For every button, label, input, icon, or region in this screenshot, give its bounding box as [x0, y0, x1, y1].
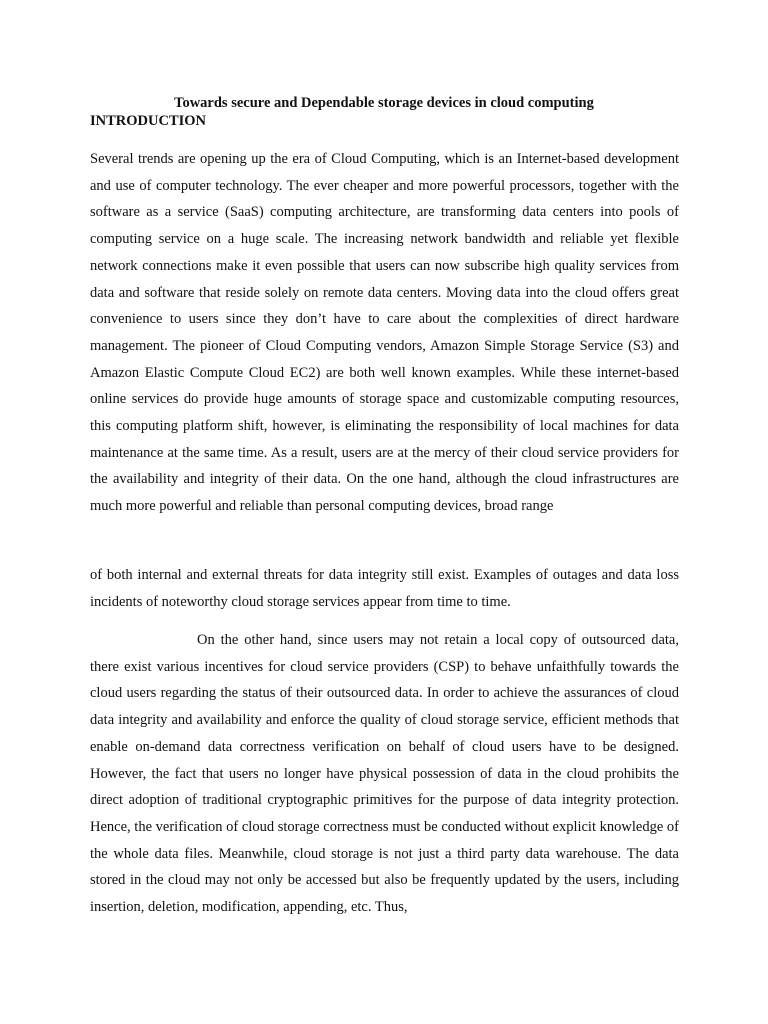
paragraph: of both internal and external threats for data integrity still exist. Examples of outages and data loss incidents of noteworthy cloud storage services appear from time to time. — [90, 567, 679, 610]
paragraph: Several trends are opening up the era of Cloud Computing, which is an Internet-based development and use of computer technology. The ever cheaper and more powerful processors, together with the software as a service (SaaS) computing architecture, are transforming data centers into pools of computing service on a huge scale. The increasing network bandwidth and reliable yet flexible network connections make it even possible that users can now subscribe high quality services from data and software that reside solely on remote data centers. Moving data into the cloud offers great convenience to users since they don’t have to care about the complexities of direct hardware management. The pioneer of Cloud Computing vendors, Amazon Simple Storage Service (S3) and Amazon Elastic Compute Cloud EC2) are both well known examples. While these internet-based online services do provide huge amounts of storage space and customizable computing resources, this computing platform shift, however, is eliminating the responsibility of local machines for data maintenance at the same time. As a result, users are at the mercy of their cloud service providers for the availability and integrity of their data. On the one hand, although the cloud infrastructures are much more powerful and reliable than personal computing devices, broad range — [90, 151, 679, 515]
document-title: Towards secure and Dependable storage devices in cloud computing — [174, 95, 594, 111]
paragraph: On the other hand, since users may not retain a local copy of outsourced data, there exist various incentives for cloud service providers (CSP) to behave unfaithfully towards the cloud users regarding the status of their outsourced data. In order to achieve the assurances of cloud data integrity and availability and enforce the quality of cloud storage service, efficient methods that enable on-demand data correctness verification on behalf of cloud users have to be designed. However, the fact that users no longer have physical possession of data in the cloud prohibits the direct adoption of traditional cryptographic primitives for the purpose of data integrity protection. Hence, the verification of cloud storage correctness must be conducted without explicit knowledge of the whole data files. Meanwhile, cloud storage is not just a third party data warehouse. The data stored in the cloud may not only be accessed but also be frequently updated by the users, including insertion, deletion, modification, appending, etc. Thus, — [90, 632, 679, 916]
section-heading-introduction: INTRODUCTION — [90, 113, 207, 129]
